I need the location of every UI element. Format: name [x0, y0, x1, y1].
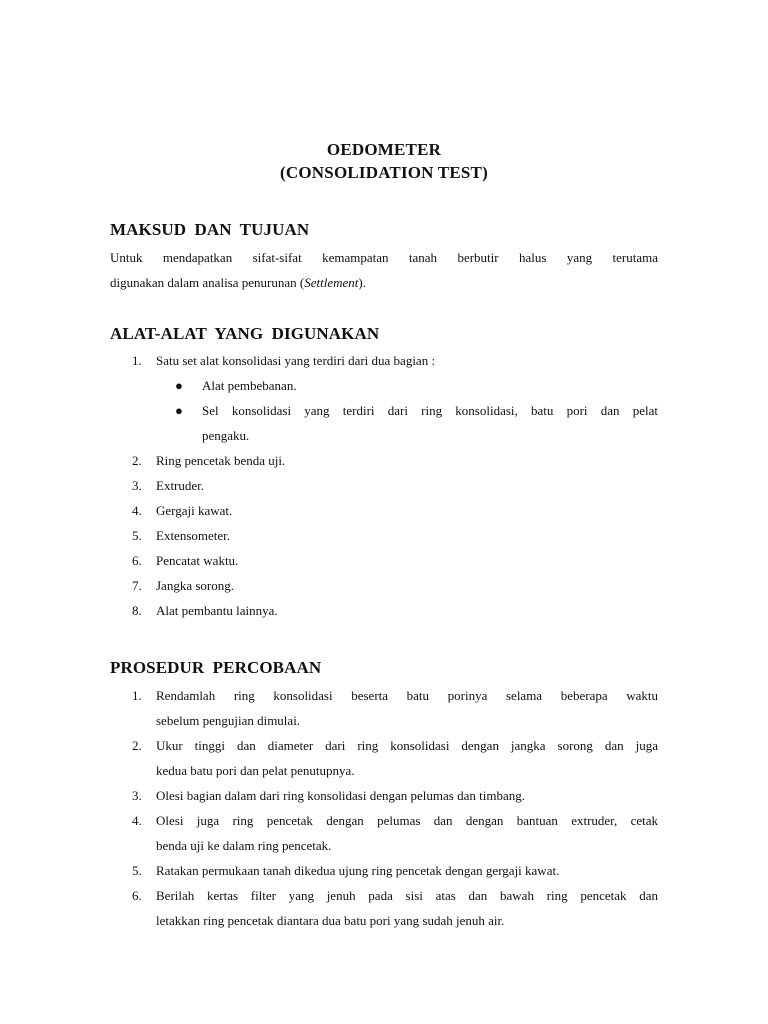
maksud-paragraph [110, 245, 658, 295]
settlement-term: Settlement [304, 275, 359, 290]
bullet-icon: ● [175, 378, 183, 393]
alat-list [110, 348, 658, 623]
list-item: 3. Extruder. [132, 478, 205, 493]
list-item: 3. Olesi bagian dalam dari ring konsolidasi dengan pelumas dan timbang. [132, 788, 525, 803]
list-item: 2. Ring pencetak benda uji. [132, 453, 286, 468]
alat-sublist [156, 373, 658, 448]
list-item: 4. Olesi juga ring pencetak dengan pelumas dan dengan bantuan extruder, cetak benda uji ke dalam ring pencetak. [132, 813, 658, 853]
list-item: 6. Pencatat waktu. [132, 553, 239, 568]
list-item: 6. Berilah kertas filter yang jenuh pada sisi atas dan bawah ring pencetak dan letakkan ring pencetak diantara dua batu pori yang sudah jenuh air. [132, 888, 658, 928]
maksud-line-2: digunakan dalam analisa penurunan (Settlement). [110, 275, 366, 290]
section-heading-alat: ALAT-ALAT YANG DIGUNAKAN [110, 324, 380, 343]
list-item: 1. Satu set alat konsolidasi yang terdiri dari dua bagian : ● Alat pembebanan. ● Sel konsolidasi yang terdiri dari ring konsolidasi, batu pori dan pelat pengaku. [110, 348, 658, 448]
bullet-icon: ● [175, 403, 183, 418]
maksud-line-1: Untuk mendapatkan sifat-sifat kemampatan tanah berbutir halus yang terutama [110, 250, 658, 265]
list-item: 8. Alat pembantu lainnya. [132, 603, 278, 618]
document-subtitle: (CONSOLIDATION TEST) [280, 163, 488, 182]
list-item: 4. Gergaji kawat. [132, 503, 233, 518]
section-heading-prosedur: PROSEDUR PERCOBAAN [110, 658, 322, 677]
list-item: 7. Jangka sorong. [132, 578, 234, 593]
list-item: 2. Ukur tinggi dan diameter dari ring konsolidasi dengan jangka sorong dan juga kedua batu pori dan pelat penutupnya. [132, 738, 658, 778]
sublist-item: ● Sel konsolidasi yang terdiri dari ring konsolidasi, batu pori dan pelat pengaku. [156, 398, 658, 448]
list-item: 1. Rendamlah ring konsolidasi beserta batu porinya selama beberapa waktu sebelum pengujian dimulai. [132, 688, 658, 728]
sublist-item: ● Alat pembebanan. [156, 373, 658, 398]
list-item: 5. Ratakan permukaan tanah dikedua ujung ring pencetak dengan gergaji kawat. [132, 863, 560, 878]
prosedur-list [110, 683, 658, 933]
section-heading-maksud: MAKSUD DAN TUJUAN [110, 220, 310, 239]
list-item: 5. Extensometer. [132, 528, 231, 543]
document-title: OEDOMETER [326, 140, 442, 159]
